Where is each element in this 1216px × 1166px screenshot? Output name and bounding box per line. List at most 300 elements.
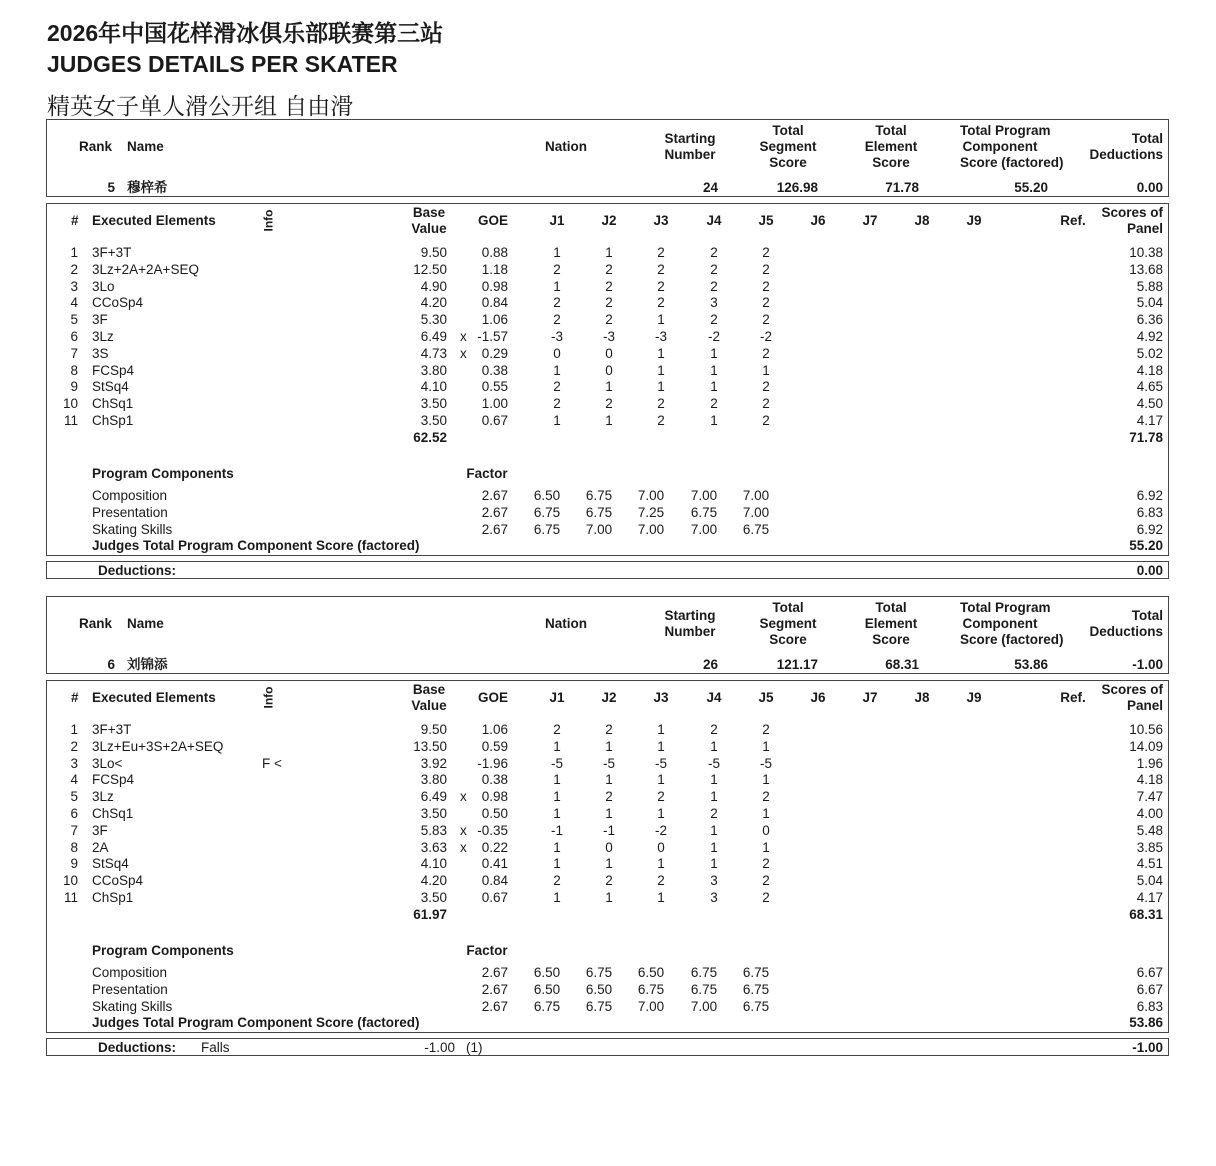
judge-score: 2: [762, 295, 770, 311]
element-number: 9: [70, 379, 78, 395]
element-number: 7: [70, 822, 78, 838]
event-name: 精英女子单人滑公开组 自由滑: [47, 94, 354, 120]
element-score-header: Score: [872, 632, 910, 647]
element-number: 2: [70, 261, 78, 277]
element-goe: 0.22: [481, 839, 508, 855]
component-judge-score: 6.75: [585, 965, 613, 980]
element-base-value: 6.49: [420, 329, 447, 344]
element-panel-score: 7.47: [1136, 789, 1163, 805]
judge-score: 1: [553, 738, 561, 754]
element-score-value: 68.31: [885, 657, 919, 672]
judge-score: 2: [657, 261, 665, 277]
judge-header: J9: [966, 213, 982, 228]
pcs-header: Total Program: [960, 600, 1051, 615]
judge-score: 2: [710, 312, 718, 328]
component-judge-score: 6.50: [637, 965, 665, 980]
judge-header: J8: [914, 690, 930, 705]
component-judge-score: 6.75: [533, 521, 561, 537]
judge-score: 1: [553, 806, 561, 821]
judge-score: 1: [553, 245, 561, 260]
component-name: Presentation: [92, 981, 168, 997]
element-goe: 0.38: [481, 772, 508, 788]
judge-score: 0: [605, 345, 613, 361]
judge-score: 1: [762, 839, 770, 855]
element-num-header: #: [71, 690, 79, 705]
element-base-value: 12.50: [413, 261, 447, 277]
deductions-header: Total: [1131, 608, 1163, 623]
judge-score: 2: [657, 278, 665, 294]
element-number: 4: [70, 295, 78, 311]
component-panel-score: 6.67: [1136, 965, 1163, 980]
judge-score: 2: [762, 379, 770, 395]
scores-of-panel-header: Panel: [1126, 698, 1163, 713]
deductions-box: [46, 561, 1169, 579]
deductions-total: -1.00: [1132, 1040, 1163, 1055]
segment-score-header: Score: [769, 155, 807, 170]
pcs-total-value: 53.86: [1129, 1015, 1163, 1031]
judge-score: -5: [654, 755, 667, 771]
judge-score: 2: [605, 873, 613, 889]
component-judge-score: 7.00: [742, 488, 770, 503]
component-panel-score: 6.83: [1136, 998, 1163, 1014]
judge-score: 1: [553, 856, 561, 872]
judge-score: 2: [657, 295, 665, 311]
executed-elements-header: Executed Elements: [92, 213, 216, 228]
judge-header: J4: [706, 213, 722, 228]
element-panel-score: 4.00: [1136, 806, 1163, 821]
judge-score: 1: [605, 413, 613, 428]
goe-header: GOE: [477, 690, 508, 705]
judge-score: 0: [553, 345, 561, 361]
judge-score: 2: [657, 245, 665, 260]
base-value-total: 62.52: [413, 429, 447, 445]
element-code: CCoSp4: [92, 873, 144, 889]
judge-score: 1: [710, 738, 718, 754]
component-judge-score: 6.50: [533, 981, 561, 997]
segment-score-header: Score: [769, 632, 807, 647]
element-goe: 0.38: [481, 362, 508, 378]
element-number: 6: [70, 329, 78, 344]
judge-score: -3: [550, 329, 563, 344]
judge-score: 1: [657, 806, 665, 821]
segment-score-header: Segment: [759, 616, 817, 631]
element-goe: -1.57: [477, 329, 508, 344]
element-code: 3Lz+2A+2A+SEQ: [92, 261, 199, 277]
judge-score: 1: [657, 345, 665, 361]
report-subtitle: JUDGES DETAILS PER SKATER: [47, 51, 398, 77]
element-number: 7: [70, 345, 78, 361]
segment-score-header: Total: [772, 123, 804, 138]
base-value-total: 61.97: [413, 906, 447, 922]
judge-score: 1: [605, 806, 613, 821]
judge-score: 1: [605, 772, 613, 788]
element-panel-score: 5.88: [1136, 278, 1163, 294]
pcs-total-label: Judges Total Program Component Score (factored): [92, 1015, 420, 1031]
element-goe: 1.00: [481, 396, 508, 412]
judge-score: 2: [605, 295, 613, 311]
judge-score: -2: [707, 329, 720, 344]
factor-header: Factor: [466, 943, 508, 958]
segment-score-header: Total: [772, 600, 804, 615]
judge-score: 2: [762, 856, 770, 872]
judge-score: 2: [762, 873, 770, 889]
judge-score: 2: [553, 379, 561, 395]
rank-header: Rank: [79, 139, 113, 154]
deduction-type: Falls: [201, 1040, 230, 1055]
judge-score: -5: [707, 755, 720, 771]
element-goe: 0.41: [481, 856, 508, 872]
component-judge-score: 7.00: [637, 521, 665, 537]
judge-score: 2: [762, 789, 770, 805]
program-components-header: Program Components: [92, 466, 234, 481]
executed-elements-header: Executed Elements: [92, 690, 216, 705]
component-judge-score: 6.75: [742, 965, 770, 980]
ref-header: Ref.: [1060, 213, 1086, 228]
element-code: FCSp4: [92, 772, 135, 788]
deductions-total: 0.00: [1136, 563, 1163, 578]
segment-score-header: Segment: [759, 139, 817, 154]
judge-header: J1: [549, 690, 565, 705]
element-panel-score: 4.51: [1136, 856, 1163, 872]
element-goe: -0.35: [477, 822, 508, 838]
pcs-value: 55.20: [1014, 180, 1048, 195]
judge-score: 1: [710, 362, 718, 378]
deduction-count: (1): [466, 1040, 483, 1055]
base-value-header: Value: [411, 221, 447, 236]
judge-score: 1: [657, 856, 665, 872]
element-number: 10: [62, 873, 78, 889]
rank-header: Rank: [79, 616, 113, 631]
element-goe: 1.06: [481, 312, 508, 328]
element-num-header: #: [71, 213, 79, 228]
info-header: Info: [261, 686, 276, 709]
component-judge-score: 6.75: [742, 981, 770, 997]
judge-score: 2: [762, 312, 770, 328]
deductions-label: Deductions:: [98, 563, 177, 578]
component-panel-score: 6.67: [1136, 981, 1163, 997]
component-judge-score: 6.75: [742, 521, 770, 537]
judge-score: 1: [710, 413, 718, 428]
judge-score: 2: [710, 396, 718, 412]
element-score-header: Element: [864, 139, 918, 154]
judge-score: 2: [553, 261, 561, 277]
element-goe: 0.29: [481, 345, 508, 361]
component-name: Composition: [92, 965, 168, 980]
judge-score: 1: [710, 345, 718, 361]
element-code: FCSp4: [92, 362, 135, 378]
element-panel-score: 10.38: [1129, 245, 1163, 260]
pcs-value: 53.86: [1014, 657, 1048, 672]
element-base-value: 4.90: [420, 278, 447, 294]
judge-score: 2: [762, 345, 770, 361]
judge-score: 1: [605, 890, 613, 905]
rank-value: 5: [107, 180, 115, 195]
judge-score: -3: [654, 329, 667, 344]
judge-header: J1: [549, 213, 565, 228]
judge-score: 2: [605, 789, 613, 805]
judge-score: 1: [710, 839, 718, 855]
judge-score: 2: [710, 722, 718, 737]
scores-of-panel-header: Scores of: [1101, 682, 1163, 697]
element-number: 9: [70, 856, 78, 872]
deductions-header: Deductions: [1089, 147, 1163, 162]
judge-score: 2: [605, 396, 613, 412]
judge-score: 2: [762, 261, 770, 277]
judge-score: -5: [602, 755, 615, 771]
judge-score: 1: [762, 362, 770, 378]
judge-score: 2: [605, 278, 613, 294]
judge-score: 1: [553, 890, 561, 905]
pcs-header: Score (factored): [960, 632, 1064, 647]
judge-header: J5: [758, 690, 774, 705]
component-judge-score: 7.00: [690, 521, 718, 537]
nation-header: Nation: [545, 139, 587, 154]
judge-score: 1: [553, 772, 561, 788]
component-judge-score: 7.00: [637, 998, 665, 1014]
judge-header: J2: [601, 690, 617, 705]
judge-score: 1: [553, 278, 561, 294]
segment-score-value: 126.98: [776, 180, 818, 195]
element-number: 8: [70, 362, 78, 378]
pcs-header: Component: [962, 139, 1038, 154]
judge-score: 1: [605, 245, 613, 260]
element-number: 10: [62, 396, 78, 412]
judge-score: 2: [657, 873, 665, 889]
base-value-header: Value: [411, 698, 447, 713]
judge-score: -5: [550, 755, 563, 771]
judge-score: 1: [657, 362, 665, 378]
starting-number-header: Number: [664, 147, 716, 162]
element-code: 3F+3T: [92, 245, 132, 260]
element-panel-score: 4.65: [1136, 379, 1163, 395]
program-components-header: Program Components: [92, 943, 234, 958]
page-title: 2026年中国花样滑冰俱乐部联赛第三站: [47, 20, 444, 46]
segment-score-value: 121.17: [776, 657, 818, 672]
element-goe: 0.59: [481, 738, 508, 754]
component-judge-score: 6.75: [533, 998, 561, 1014]
base-value-header: Base: [412, 682, 446, 697]
element-base-value: 4.20: [420, 295, 447, 311]
element-code: CCoSp4: [92, 295, 144, 311]
element-bonus-mark: x: [460, 839, 467, 855]
element-goe: 0.88: [481, 245, 508, 260]
scores-of-panel-header: Scores of: [1101, 205, 1163, 220]
judge-score: 2: [657, 396, 665, 412]
element-goe: 0.98: [481, 278, 508, 294]
element-info: F <: [262, 755, 282, 771]
elements-total: 68.31: [1129, 906, 1163, 922]
element-number: 1: [70, 722, 78, 737]
component-factor: 2.67: [481, 504, 508, 520]
element-goe: -1.96: [477, 755, 508, 771]
element-panel-score: 4.17: [1136, 890, 1163, 905]
judge-score: 0: [605, 362, 613, 378]
element-goe: 0.55: [481, 379, 508, 395]
element-panel-score: 4.18: [1136, 362, 1163, 378]
judge-score: 2: [762, 396, 770, 412]
element-base-value: 9.50: [420, 245, 447, 260]
component-panel-score: 6.92: [1136, 488, 1163, 503]
element-panel-score: 5.04: [1136, 295, 1163, 311]
element-goe: 0.50: [481, 806, 508, 821]
element-base-value: 9.50: [420, 722, 447, 737]
element-number: 11: [63, 890, 78, 905]
judge-score: -5: [759, 755, 772, 771]
component-judge-score: 7.00: [742, 504, 770, 520]
judge-header: J8: [914, 213, 930, 228]
component-judge-score: 6.75: [533, 504, 561, 520]
judge-header: J5: [758, 213, 774, 228]
component-name: Skating Skills: [92, 998, 173, 1014]
component-judge-score: 6.75: [585, 488, 613, 503]
element-panel-score: 4.17: [1136, 413, 1163, 428]
element-goe: 0.84: [481, 873, 508, 889]
component-factor: 2.67: [481, 998, 508, 1014]
judge-score: 2: [762, 413, 770, 428]
judge-score: 1: [657, 722, 665, 737]
judge-score: 1: [657, 312, 665, 328]
element-code: StSq4: [92, 856, 129, 872]
ref-header: Ref.: [1060, 690, 1086, 705]
judge-header: J6: [810, 213, 826, 228]
element-base-value: 3.80: [420, 362, 447, 378]
judge-score: 1: [553, 362, 561, 378]
component-judge-score: 6.75: [690, 504, 718, 520]
base-value-header: Base: [412, 205, 446, 220]
pcs-total-value: 55.20: [1129, 538, 1163, 554]
element-panel-score: 4.18: [1136, 772, 1163, 788]
element-number: 3: [70, 755, 78, 771]
judge-score: 2: [762, 890, 770, 905]
element-goe: 1.06: [481, 722, 508, 737]
element-code: ChSp1: [92, 413, 134, 428]
starting-number-value: 24: [702, 180, 718, 195]
goe-header: GOE: [477, 213, 508, 228]
judge-score: 0: [605, 839, 613, 855]
element-panel-score: 4.92: [1136, 329, 1163, 344]
judge-score: 1: [710, 379, 718, 395]
judge-score: 1: [605, 856, 613, 872]
starting-number-header: Starting: [664, 608, 716, 623]
element-number: 5: [70, 789, 78, 805]
judge-score: 2: [762, 722, 770, 737]
judge-header: J9: [966, 690, 982, 705]
judge-score: 2: [762, 278, 770, 294]
component-judge-score: 7.25: [637, 504, 665, 520]
judge-score: 1: [553, 839, 561, 855]
element-base-value: 5.83: [420, 822, 447, 838]
judge-score: 1: [710, 789, 718, 805]
component-judge-score: 6.50: [585, 981, 613, 997]
judge-header: J7: [862, 690, 878, 705]
element-goe: 0.84: [481, 295, 508, 311]
judge-score: 2: [710, 278, 718, 294]
element-panel-score: 14.09: [1129, 738, 1163, 754]
element-base-value: 3.50: [420, 413, 447, 428]
element-base-value: 6.49: [420, 789, 447, 805]
element-bonus-mark: x: [460, 329, 467, 344]
element-code: 3S: [92, 345, 109, 361]
element-panel-score: 4.50: [1136, 396, 1163, 412]
element-bonus-mark: x: [460, 789, 467, 805]
component-judge-score: 6.75: [742, 998, 770, 1014]
component-judge-score: 6.75: [585, 998, 613, 1014]
judge-score: 0: [762, 822, 770, 838]
element-score-header: Total: [875, 123, 907, 138]
element-goe: 0.67: [481, 413, 508, 428]
element-code: ChSp1: [92, 890, 134, 905]
judge-score: 3: [710, 295, 718, 311]
judge-score: 1: [605, 738, 613, 754]
element-score-value: 71.78: [885, 180, 919, 195]
element-panel-score: 10.56: [1129, 722, 1163, 737]
judge-score: 2: [553, 295, 561, 311]
judge-score: 2: [605, 261, 613, 277]
element-score-header: Score: [872, 155, 910, 170]
element-code: StSq4: [92, 379, 129, 395]
deductions-header: Total: [1131, 131, 1163, 146]
judge-header: J2: [601, 213, 617, 228]
judge-score: 1: [553, 413, 561, 428]
judge-score: 1: [657, 772, 665, 788]
element-base-value: 3.50: [420, 890, 447, 905]
judge-score: 2: [710, 806, 718, 821]
name-header: Name: [127, 616, 164, 631]
pcs-total-label: Judges Total Program Component Score (factored): [92, 538, 420, 554]
element-goe: 1.18: [481, 261, 508, 277]
component-factor: 2.67: [481, 488, 508, 503]
element-base-value: 5.30: [420, 312, 447, 328]
judge-score: 2: [710, 261, 718, 277]
element-base-value: 4.10: [420, 379, 447, 395]
judge-score: 2: [657, 789, 665, 805]
judge-header: J3: [653, 213, 669, 228]
component-judge-score: 6.75: [637, 981, 665, 997]
judge-score: 2: [657, 413, 665, 428]
scores-of-panel-header: Panel: [1126, 221, 1163, 236]
skater-name: 穆梓希: [127, 180, 168, 195]
element-code: 3Lz+Eu+3S+2A+SEQ: [92, 738, 224, 754]
element-bonus-mark: x: [460, 345, 467, 361]
element-panel-score: 5.48: [1136, 822, 1163, 838]
rank-value: 6: [107, 657, 115, 672]
component-panel-score: 6.92: [1136, 521, 1163, 537]
component-judge-score: 7.00: [690, 998, 718, 1014]
element-panel-score: 5.04: [1136, 873, 1163, 889]
component-judge-score: 7.00: [637, 488, 665, 503]
component-judge-score: 6.75: [690, 981, 718, 997]
element-bonus-mark: x: [460, 822, 467, 838]
judge-score: 2: [762, 245, 770, 260]
element-panel-score: 13.68: [1129, 261, 1163, 277]
judge-score: 1: [762, 772, 770, 788]
judge-score: 2: [605, 312, 613, 328]
judge-score: 1: [657, 379, 665, 395]
element-base-value: 3.63: [420, 839, 447, 855]
element-number: 8: [70, 839, 78, 855]
deductions-header: Deductions: [1089, 624, 1163, 639]
pcs-header: Component: [962, 616, 1038, 631]
judge-score: 2: [553, 396, 561, 412]
element-score-header: Total: [875, 600, 907, 615]
judge-score: 1: [553, 789, 561, 805]
judge-score: -3: [602, 329, 615, 344]
judge-score: 1: [605, 379, 613, 395]
element-code: ChSq1: [92, 806, 134, 821]
judge-score: 1: [762, 738, 770, 754]
element-base-value: 4.10: [420, 856, 447, 872]
element-base-value: 3.50: [420, 396, 447, 412]
